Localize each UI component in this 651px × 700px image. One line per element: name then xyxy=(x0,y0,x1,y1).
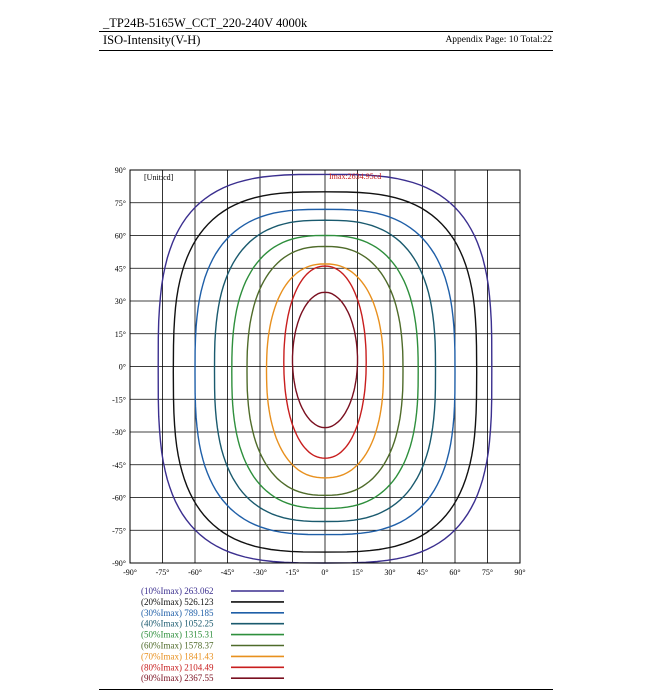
chart-grid xyxy=(130,170,520,563)
appendix-page-info: Appendix Page: 10 Total:22 xyxy=(445,35,552,45)
legend-entry-label: (60%Imax) 1578.37 xyxy=(141,640,214,651)
y-tick-label: 60° xyxy=(114,231,126,241)
y-tick-label: 75° xyxy=(114,198,126,208)
legend-entry-label: (90%Imax) 2367.55 xyxy=(141,673,214,684)
y-tick-label: 45° xyxy=(114,264,126,274)
x-tick-label: 75° xyxy=(481,568,494,577)
x-tick-label: -90° xyxy=(123,568,137,577)
y-tick-label: 0° xyxy=(118,362,126,372)
x-tick-label: 60° xyxy=(449,568,461,577)
x-tick-label: -75° xyxy=(155,568,170,577)
y-tick-label: -90° xyxy=(112,559,126,568)
y-tick-label: -15° xyxy=(112,395,126,405)
y-tick-label: 90° xyxy=(114,166,126,175)
x-tick-label: -30° xyxy=(253,568,267,577)
x-tick-label: -60° xyxy=(188,568,202,577)
x-tick-label: 90° xyxy=(514,568,526,577)
y-tick-label: 30° xyxy=(114,297,126,306)
y-tick-label: -45° xyxy=(112,460,126,470)
x-tick-label: 30° xyxy=(384,568,396,577)
legend-entry-label: (20%Imax) 526.123 xyxy=(141,596,214,607)
legend xyxy=(141,586,284,683)
legend-entry-label: (30%Imax) 789.185 xyxy=(141,607,214,618)
x-tick-label: 15° xyxy=(351,568,364,577)
legend-entry-label: (50%Imax) 1315.31 xyxy=(141,629,214,640)
x-tick-label: 45° xyxy=(416,568,429,577)
unit-label: [Unit:cd] xyxy=(144,173,174,182)
y-tick-label: -75° xyxy=(112,526,126,536)
legend-entry-label: (70%Imax) 1841.43 xyxy=(141,651,214,662)
tick-labels xyxy=(112,166,525,577)
imax-label: Imax:2634.95cd xyxy=(329,172,382,181)
x-tick-label: 0° xyxy=(321,568,329,577)
x-tick-label: -15° xyxy=(285,568,300,577)
y-tick-label: -60° xyxy=(112,493,126,503)
y-tick-label: 15° xyxy=(114,329,126,339)
document-title: _TP24B-5165W_CCT_220-240V 4000k xyxy=(103,16,308,30)
legend-entry-label: (80%Imax) 2104.49 xyxy=(141,662,214,673)
legend-entry-label: (40%Imax) 1052.25 xyxy=(141,618,214,629)
legend-entry-label: (10%Imax) 263.062 xyxy=(141,586,214,596)
x-tick-label: -45° xyxy=(220,568,235,577)
chart-subtitle: ISO-Intensity(V-H) xyxy=(103,33,201,47)
y-tick-label: -30° xyxy=(112,428,126,437)
